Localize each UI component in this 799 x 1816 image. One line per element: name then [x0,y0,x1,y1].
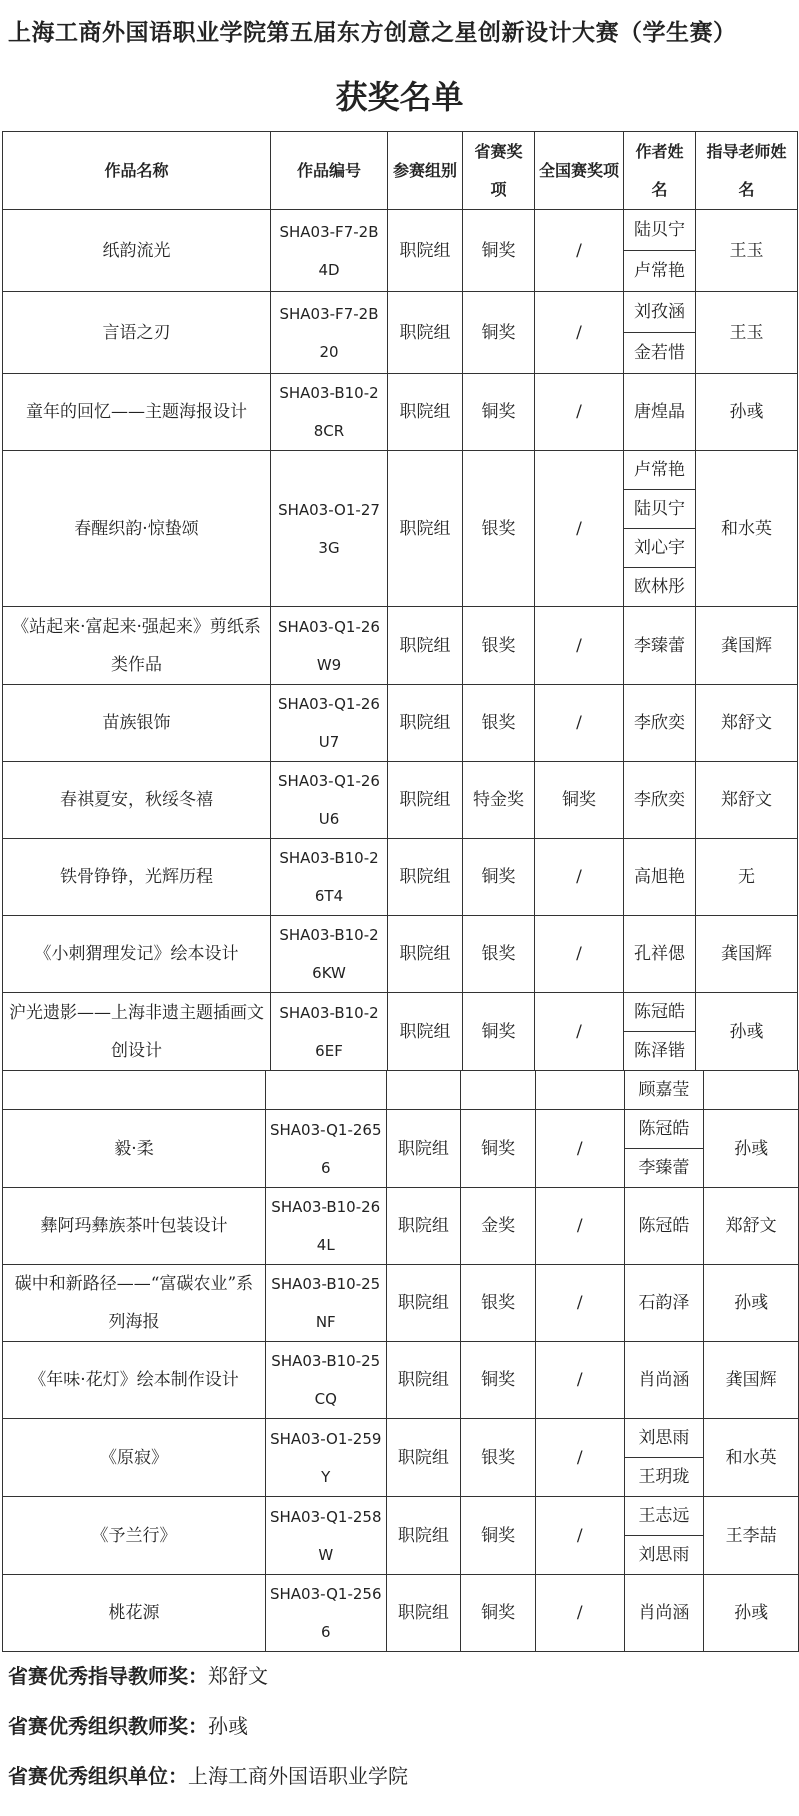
national-award-cell: / [535,1265,624,1342]
table-row [3,839,798,916]
work-name-cell: 《小刺猬理发记》绘本设计 [3,916,271,993]
provincial-award-cell: 特金奖 [463,762,535,839]
national-award-cell: / [535,210,624,292]
column-header: 省赛奖项 [463,132,535,210]
work-name-cell: 桃花源 [3,1575,266,1652]
national-award-cell: / [535,839,624,916]
document-title: 上海工商外国语职业学院第五届东方创意之星创新设计大赛（学生赛） [8,19,737,46]
work-name-cell: 《予兰行》 [3,1497,266,1575]
table-row [3,292,798,333]
provincial-award-cell: 银奖 [463,451,535,607]
provincial-award-cell: 银奖 [461,1265,536,1342]
provincial-award-cell: 银奖 [461,1419,536,1497]
work-code-cell: SHA03-Q1-2656 [266,1110,387,1188]
footer-org-teacher-label: 省赛优秀组织教师奖： [8,1714,208,1738]
national-award-cell: / [535,607,624,685]
author-cell: 刘思雨 [624,1536,704,1575]
author-cell: 李臻蕾 [624,1149,704,1188]
table-row [3,1575,799,1652]
teacher-cell: 无 [696,839,798,916]
work-code-cell: SHA03-Q1-258W [266,1497,387,1575]
author-cell: 陈泽锴 [624,1032,696,1071]
work-name-cell: 沪光遗影——上海非遗主题插画文创设计 [3,993,271,1071]
teacher-cell: 王李喆 [704,1497,799,1575]
work-name-cell: 铁骨铮铮，光辉历程 [3,839,271,916]
footer-teacher-award-value: 郑舒文 [208,1664,268,1688]
teacher-cell: 王玉 [696,292,798,374]
table-row [3,451,798,490]
group-cell: 职院组 [386,1497,461,1575]
footer-org-unit [8,1760,408,1789]
teacher-cell: 和水英 [696,451,798,607]
work-name-cell: 《原寂》 [3,1419,266,1497]
table-row [3,1110,799,1149]
group-cell: 职院组 [388,607,463,685]
provincial-award-cell: 铜奖 [461,1110,536,1188]
author-cell: 陈冠皓 [624,1188,704,1265]
national-award-cell: / [535,1575,624,1652]
provincial-award-cell: 金奖 [461,1188,536,1265]
teacher-cell: 孙彧 [704,1575,799,1652]
work-name-cell: 毅·柔 [3,1110,266,1188]
work-code-cell: SHA03-F7-2B20 [271,292,388,374]
work-code-cell: SHA03-B10-26EF [271,993,388,1071]
provincial-award-cell: 铜奖 [463,993,535,1071]
work-name-cell: 彝阿玛彝族茶叶包装设计 [3,1188,266,1265]
national-award-cell: / [535,1110,624,1188]
author-cell: 王志远 [624,1497,704,1536]
provincial-award-cell: 银奖 [463,685,535,762]
group-cell: 职院组 [388,916,463,993]
table-row [3,1497,799,1536]
footer-org-teacher-award [8,1710,248,1739]
teacher-cell: 龚国辉 [704,1342,799,1419]
work-code-cell: SHA03-B10-26KW [271,916,388,993]
provincial-award-cell: 银奖 [463,607,535,685]
national-award-cell: / [535,993,624,1071]
group-cell: 职院组 [386,1419,461,1497]
provincial-award-cell: 铜奖 [463,839,535,916]
table-row [3,607,798,685]
author-cell: 刘思雨 [624,1419,704,1458]
national-award-cell: / [535,374,624,451]
teacher-cell: 孙彧 [704,1110,799,1188]
group-cell: 职院组 [388,839,463,916]
author-cell: 石韵泽 [624,1265,704,1342]
provincial-award-cell: 铜奖 [461,1342,536,1419]
author-cell: 李臻蕾 [624,607,696,685]
work-code-cell: SHA03-B10-28CR [271,374,388,451]
footer-teacher-award [8,1660,268,1689]
teacher-cell: 和水英 [704,1419,799,1497]
author-cell: 顾嘉莹 [624,1071,704,1110]
work-name-cell: 《年味·花灯》绘本制作设计 [3,1342,266,1419]
work-code-cell: SHA03-B10-26T4 [271,839,388,916]
table-row [3,762,798,839]
work-code-cell: SHA03-B10-25CQ [266,1342,387,1419]
column-header: 指导老师姓名 [696,132,798,210]
author-cell: 孔祥偲 [624,916,696,993]
continuation-row [3,1071,799,1110]
column-header: 全国赛奖项 [535,132,624,210]
footer-teacher-award-label: 省赛优秀指导教师奖： [8,1664,208,1688]
provincial-award-cell: 银奖 [463,916,535,993]
teacher-cell: 郑舒文 [704,1188,799,1265]
work-code-cell: SHA03-O1-259Y [266,1419,387,1497]
teacher-cell: 郑舒文 [696,685,798,762]
empty-cell [461,1071,536,1110]
national-award-cell: / [535,1342,624,1419]
author-cell: 卢常艳 [624,451,696,490]
national-award-cell: / [535,1188,624,1265]
empty-cell [3,1071,266,1110]
work-name-cell: 春祺夏安，秋绥冬禧 [3,762,271,839]
group-cell: 职院组 [388,762,463,839]
group-cell: 职院组 [388,993,463,1071]
empty-cell [386,1071,461,1110]
work-code-cell: SHA03-Q1-26W9 [271,607,388,685]
award-table [2,131,798,1071]
author-cell: 陆贝宁 [624,490,696,529]
empty-cell [704,1071,799,1110]
group-cell: 职院组 [388,292,463,374]
provincial-award-cell: 铜奖 [461,1497,536,1575]
group-cell: 职院组 [388,451,463,607]
national-award-cell: / [535,685,624,762]
work-name-cell: 《站起来·富起来·强起来》剪纸系类作品 [3,607,271,685]
teacher-cell: 龚国辉 [696,916,798,993]
group-cell: 职院组 [388,685,463,762]
author-cell: 欧林彤 [624,568,696,607]
award-table-continued [2,1070,799,1652]
table-row [3,916,798,993]
author-cell: 刘孜涵 [624,292,696,333]
work-code-cell: SHA03-Q1-2566 [266,1575,387,1652]
work-code-cell: SHA03-O1-273G [271,451,388,607]
work-name-cell: 春醒织韵·惊蛰颂 [3,451,271,607]
work-code-cell: SHA03-Q1-26U6 [271,762,388,839]
group-cell: 职院组 [386,1342,461,1419]
column-header: 作品编号 [271,132,388,210]
national-award-cell: / [535,1497,624,1575]
group-cell: 职院组 [386,1110,461,1188]
national-award-cell: / [535,916,624,993]
column-header: 参赛组别 [388,132,463,210]
footer-org-unit-label: 省赛优秀组织单位： [8,1764,188,1788]
work-code-cell: SHA03-B10-25NF [266,1265,387,1342]
work-code-cell: SHA03-B10-264L [266,1188,387,1265]
work-code-cell: SHA03-Q1-26U7 [271,685,388,762]
author-cell: 王玥珑 [624,1458,704,1497]
author-cell: 李欣奕 [624,762,696,839]
work-name-cell: 碳中和新路径——“富碳农业”系列海报 [3,1265,266,1342]
table-row [3,993,798,1032]
document-subtitle: 获奖名单 [335,78,464,116]
table-row [3,1342,799,1419]
author-cell: 唐煌晶 [624,374,696,451]
footer-org-teacher-value: 孙彧 [208,1714,248,1738]
table-row [3,685,798,762]
national-award-cell: / [535,292,624,374]
column-header: 作者姓名 [624,132,696,210]
group-cell: 职院组 [386,1188,461,1265]
work-name-cell: 言语之刃 [3,292,271,374]
work-name-cell: 纸韵流光 [3,210,271,292]
national-award-cell: 铜奖 [535,762,624,839]
group-cell: 职院组 [386,1265,461,1342]
table-row [3,210,798,251]
author-cell: 卢常艳 [624,251,696,292]
author-cell: 肖尚涵 [624,1342,704,1419]
author-cell: 肖尚涵 [624,1575,704,1652]
table-row [3,1265,799,1342]
group-cell: 职院组 [388,374,463,451]
provincial-award-cell: 铜奖 [463,374,535,451]
work-name-cell: 苗族银饰 [3,685,271,762]
author-cell: 陈冠皓 [624,1110,704,1149]
teacher-cell: 孙彧 [696,993,798,1071]
group-cell: 职院组 [386,1575,461,1652]
teacher-cell: 孙彧 [704,1265,799,1342]
author-cell: 陆贝宁 [624,210,696,251]
author-cell: 陈冠皓 [624,993,696,1032]
work-name-cell: 童年的回忆——主题海报设计 [3,374,271,451]
table-row [3,1419,799,1458]
author-cell: 刘心宇 [624,529,696,568]
provincial-award-cell: 铜奖 [461,1575,536,1652]
author-cell: 李欣奕 [624,685,696,762]
group-cell: 职院组 [388,210,463,292]
footer-org-unit-value: 上海工商外国语职业学院 [188,1764,408,1788]
column-header: 作品名称 [3,132,271,210]
teacher-cell: 王玉 [696,210,798,292]
author-cell: 高旭艳 [624,839,696,916]
teacher-cell: 郑舒文 [696,762,798,839]
provincial-award-cell: 铜奖 [463,210,535,292]
author-cell: 金若惜 [624,333,696,374]
national-award-cell: / [535,1419,624,1497]
table-row [3,374,798,451]
table-row [3,1188,799,1265]
header-row [3,132,798,210]
teacher-cell: 孙彧 [696,374,798,451]
provincial-award-cell: 铜奖 [463,292,535,374]
teacher-cell: 龚国辉 [696,607,798,685]
empty-cell [535,1071,624,1110]
empty-cell [266,1071,387,1110]
work-code-cell: SHA03-F7-2B4D [271,210,388,292]
national-award-cell: / [535,451,624,607]
